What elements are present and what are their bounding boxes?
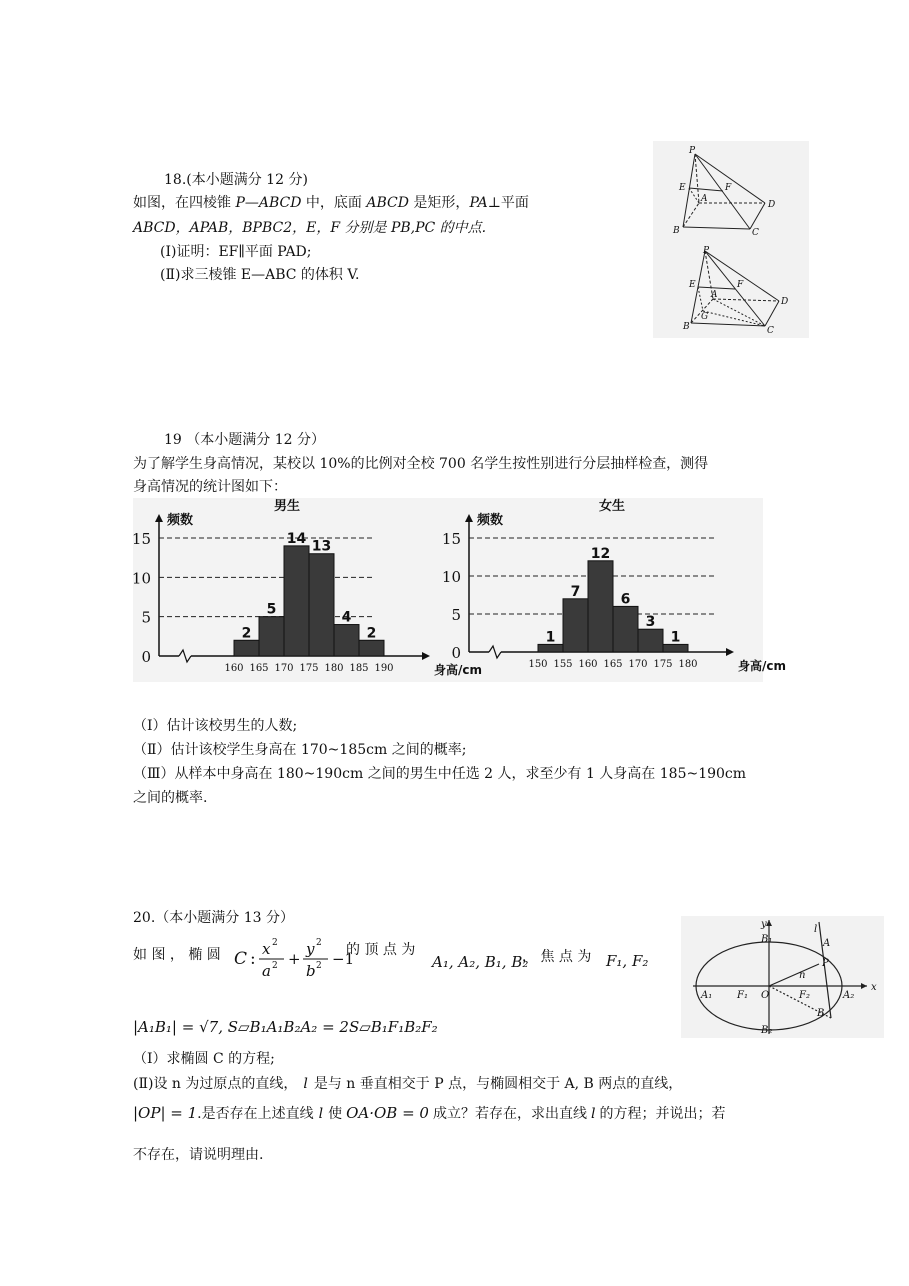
- fig18-label-g2: G: [701, 312, 709, 322]
- fig20-x: x: [871, 982, 877, 993]
- q20-part2-line1: (Ⅱ)设 n 为过原点的直线， l 是与 n 垂直相交于 P 点，与椭圆相交于 A, B 两点的直线，: [133, 1076, 683, 1092]
- chart1-bar-label-2: 14: [286, 530, 307, 547]
- chart2-x-tick-180: 180: [678, 659, 698, 670]
- chart1-bar-5: [359, 640, 384, 656]
- fig18-label-a1: A: [701, 194, 708, 204]
- q20-line1-lead: 如 图 ， 椭 圆: [133, 947, 221, 963]
- q19-line1: 为了解学生身高情况，某校以 10%的比例对全校 700 名学生按性别进行分层抽样检查，测得: [133, 456, 709, 472]
- chart1-bar-label-3: 13: [311, 538, 332, 555]
- fig20-B: B: [817, 1008, 825, 1019]
- q18-header: 18.(本小题满分 12 分): [164, 172, 308, 188]
- fig18-label-f2: F: [737, 280, 744, 290]
- chart1-bar-label-4: 4: [341, 609, 352, 626]
- q18-part2: (Ⅱ)求三棱锥 E—ABC 的体积 V.: [160, 267, 360, 283]
- chart1-bar-0: [234, 640, 259, 656]
- eq-c: C: [234, 949, 248, 969]
- fig18-label-f1: F: [725, 183, 732, 193]
- chart2-y-tick-10: 10: [441, 568, 461, 586]
- q18-part1: (Ⅰ)证明：EF∥平面 PAD;: [160, 244, 312, 260]
- histograms-svg: [131, 498, 787, 682]
- chart1-bar-label-0: 2: [241, 625, 252, 642]
- eq-b: b: [306, 962, 316, 980]
- chart2-bar-label-2: 12: [590, 545, 611, 562]
- q20-line2: |A₁B₁| = √7, S▱B₁A₁B₂A₂ = 2S▱B₁F₁B₂F₂: [133, 1018, 438, 1036]
- chart1-x-tick-190: 190: [374, 663, 394, 674]
- fig20-P: P: [822, 958, 829, 969]
- q20-part2-line3: 不存在，请说明理由.: [133, 1147, 264, 1163]
- q19-part3: （Ⅲ）从样本中身高在 180~190cm 之间的男生中任选 2 人，求至少有 1 人身高在 185~190cm: [133, 766, 747, 782]
- q20-foci: F₁, F₂: [606, 952, 649, 970]
- fig20-A1: A₁: [701, 990, 713, 1001]
- fig20-F1: F₁: [737, 990, 748, 1001]
- fig18-label-e2: E: [689, 280, 696, 290]
- q18-line1: 如图，在四棱锥 P—ABCD 中，底面 ABCD 是矩形，PA⊥平面: [133, 195, 529, 211]
- chart2-xlabel: 身高/cm: [738, 659, 787, 673]
- chart1-y-tick-0: 0: [141, 648, 151, 666]
- fig18-label-c1: C: [752, 228, 759, 238]
- eq-minus-one: −1: [332, 950, 355, 968]
- chart1-bar-4: [334, 625, 359, 656]
- q19-header: 19 （本小题满分 12 分）: [164, 432, 325, 448]
- fig20-l: l: [814, 924, 818, 935]
- chart2-axis-break: [489, 646, 501, 658]
- fig18-label-a2: A: [711, 290, 718, 300]
- chart1-title: 男生: [274, 499, 301, 514]
- chart2-bar-label-0: 1: [545, 629, 556, 646]
- fig20-y: y: [761, 919, 767, 930]
- chart1-axis-break: [179, 650, 191, 662]
- chart2-y-arrow: [465, 514, 473, 522]
- chart1-y-tick-15: 15: [131, 530, 151, 548]
- q20-part2-line2: |OP| = 1.是否存在上述直线 l 使 OA·OB = 0 成立？若存在，求出直线 l 的方程；并说出；若: [133, 1104, 726, 1122]
- chart2-ylabel: 频数: [477, 513, 504, 528]
- chart2-y-tick-15: 15: [441, 530, 461, 548]
- chart1-x-tick-175: 175: [299, 663, 319, 674]
- fig20-F2: F₂: [799, 990, 810, 1001]
- chart2-bar-label-1: 7: [570, 583, 581, 600]
- fig20-B2: B₂: [761, 1025, 773, 1036]
- chart2-x-tick-150: 150: [528, 659, 548, 670]
- chart2-x-tick-155: 155: [553, 659, 573, 670]
- chart2-bar-5: [663, 644, 688, 652]
- chart1-ylabel: 频数: [167, 513, 194, 528]
- chart1-y-arrow: [155, 514, 163, 522]
- chart2-bar-2: [588, 561, 613, 652]
- chart1-bar-1: [259, 617, 284, 656]
- chart1-x-tick-170: 170: [274, 663, 294, 674]
- chart1-bar-2: [284, 546, 309, 656]
- chart1-x-arrow: [422, 652, 430, 660]
- chart1-bar-label-5: 2: [366, 625, 377, 642]
- q20-line1-vertices-label: 的 顶 点 为: [346, 942, 416, 958]
- svg-text:2: 2: [316, 961, 322, 971]
- ellipse-figure: [681, 916, 884, 1038]
- q20-part1: （Ⅰ）求椭圆 C 的方程;: [133, 1051, 275, 1067]
- fig18-label-b1: B: [673, 226, 680, 236]
- q20-vertices: A₁, A₂, B₁, B₂: [432, 953, 529, 971]
- chart1-x-tick-165: 165: [249, 663, 269, 674]
- chart1-bar-3: [309, 554, 334, 656]
- fig18-label-b2: B: [683, 322, 690, 332]
- chart1-xlabel: 身高/cm: [434, 663, 483, 677]
- chart2-bar-label-3: 6: [620, 591, 631, 608]
- fig18-label-p1: P: [689, 146, 696, 156]
- chart1-bar-label-1: 5: [266, 601, 277, 618]
- chart2-x-tick-170: 170: [628, 659, 648, 670]
- chart1-x-tick-180: 180: [324, 663, 344, 674]
- svg-text:+: +: [288, 950, 301, 968]
- svg-text::: :: [250, 949, 256, 969]
- q18-line2: ABCD，APAB，BPBC2，E，F 分别是 PB,PC 的中点.: [133, 220, 487, 236]
- chart2-y-tick-0: 0: [451, 644, 461, 662]
- q19-part3b: 之间的概率.: [133, 790, 208, 806]
- pyramid-figure: [653, 141, 809, 338]
- fig18-label-d1: D: [768, 200, 776, 210]
- chart2-x-tick-165: 165: [603, 659, 623, 670]
- svg-text:2: 2: [272, 961, 278, 971]
- chart2-bar-label-5: 1: [670, 629, 681, 646]
- chart2-x-arrow: [726, 648, 734, 656]
- q20-header: 20.（本小题满分 13 分）: [133, 910, 294, 926]
- fig20-B1: B₁: [761, 934, 773, 945]
- chart2-bar-0: [538, 644, 563, 652]
- chart2-bar-1: [563, 599, 588, 652]
- chart2-y-tick-5: 5: [451, 606, 461, 624]
- chart1-y-tick-10: 10: [131, 569, 151, 588]
- chart1-x-tick-185: 185: [349, 663, 369, 674]
- svg-text:2: 2: [316, 938, 322, 948]
- chart1-y-tick-5: 5: [141, 608, 151, 627]
- eq-x: x: [262, 940, 271, 958]
- chart2-title: 女生: [599, 499, 626, 514]
- chart2-bar-4: [638, 629, 663, 652]
- chart2-bar-3: [613, 606, 638, 652]
- fig20-A2: A₂: [843, 990, 855, 1001]
- q20-line1-foci-label: ， 焦 点 为: [522, 949, 592, 965]
- chart2-x-tick-175: 175: [653, 659, 673, 670]
- fig20-A: A: [823, 938, 831, 949]
- chart2-bar-label-4: 3: [645, 614, 656, 631]
- histogram-panel: [131, 498, 787, 682]
- q19-line2: 身高情况的统计图如下：: [133, 479, 287, 495]
- q19-part1: （Ⅰ）估计该校男生的人数;: [133, 718, 298, 734]
- eq-y: y: [306, 940, 315, 958]
- fig18-label-p2: P: [703, 246, 710, 256]
- q19-part2: （Ⅱ）估计该校学生身高在 170~185cm 之间的概率;: [133, 742, 467, 758]
- pyramid-svg: [653, 141, 809, 338]
- eq-a: a: [262, 962, 271, 980]
- chart1-x-tick-160: 160: [224, 663, 244, 674]
- fig18-label-d2: D: [781, 297, 789, 307]
- fig18-label-e1: E: [679, 183, 686, 193]
- svg-text:2: 2: [272, 938, 278, 948]
- chart2-x-tick-160: 160: [578, 659, 598, 670]
- ellipse-svg: [681, 916, 884, 1038]
- fig18-label-c2: C: [767, 326, 774, 336]
- fig20-n: n: [799, 970, 806, 981]
- fig20-O: O: [761, 990, 770, 1001]
